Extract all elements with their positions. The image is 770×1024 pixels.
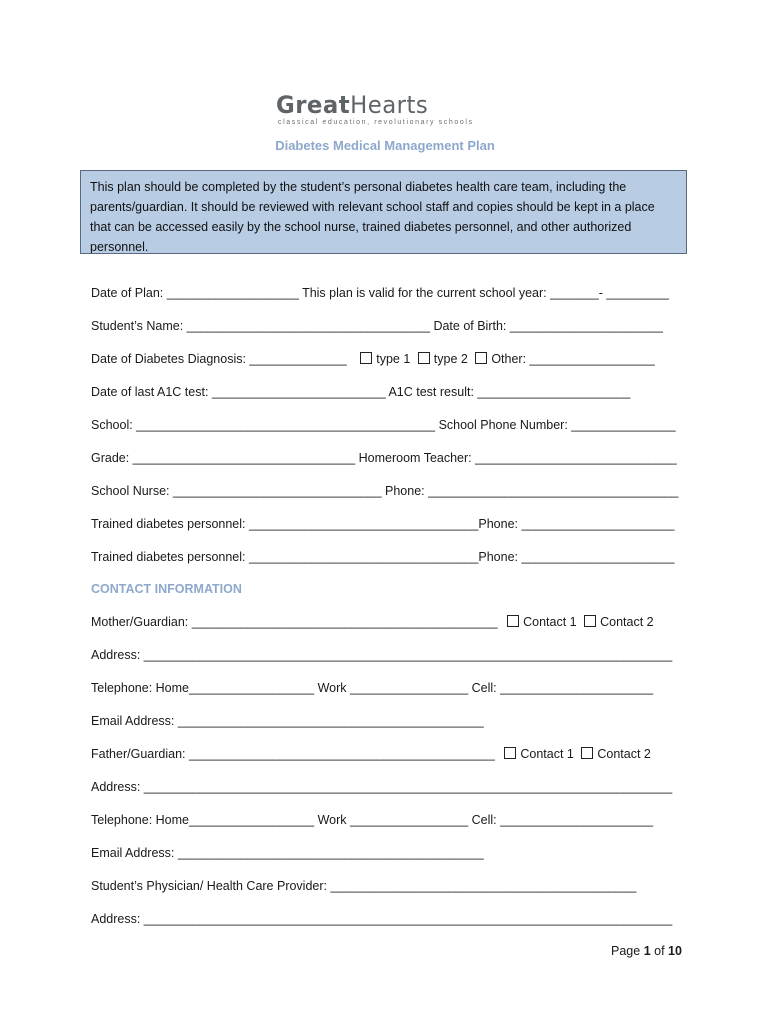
logo-bold-text: Great [276,91,351,119]
mother-address-line[interactable]: Address: ____________________________________________________________________________ [91,648,673,662]
page-total: 10 [668,944,682,958]
mother-contact1-checkbox[interactable] [507,615,519,627]
date-of-plan-line[interactable]: Date of Plan: ___________________ This plan is valid for the current school year: _______- _________ [91,286,669,300]
mother-email-line[interactable]: Email Address: ____________________________________________ [91,714,484,728]
logo-light-text: Hearts [350,91,429,119]
mother-contact2-checkbox[interactable] [584,615,596,627]
father-email-line[interactable]: Email Address: ____________________________________________ [91,846,484,860]
grade-line[interactable]: Grade: ________________________________ Homeroom Teacher: _____________________________ [91,451,677,465]
mother-guardian-field[interactable]: Mother/Guardian: ____________________________________________ [91,615,498,629]
greathearts-logo [276,92,496,127]
diagnosis-line [91,351,655,367]
page-number [611,944,682,958]
mother-guardian-line [91,614,654,630]
other-checkbox[interactable] [475,352,487,364]
mother-contact1-label: Contact 1 [523,615,577,629]
contact-information-heading: CONTACT INFORMATION [91,582,242,596]
school-line[interactable]: School: ___________________________________________ School Phone Number: _______________ [91,418,676,432]
diagnosis-date-field[interactable]: Date of Diabetes Diagnosis: ______________ [91,352,347,366]
trained-personnel-1-line[interactable]: Trained diabetes personnel: _________________________________Phone: ______________________ [91,517,675,531]
type2-checkbox[interactable] [418,352,430,364]
mother-contact2-label: Contact 2 [600,615,654,629]
father-contact2-label: Contact 2 [597,747,651,761]
father-contact1-checkbox[interactable] [504,747,516,759]
intro-box [80,170,687,254]
intro-text: This plan should be completed by the student’s personal diabetes health care team, including the parents/guardian. It should be reviewed with relevant school staff and copies should be kept in a place that can be accessed easily by the school nurse, trained diabetes personnel, and other authorized personnel. [90,180,655,254]
page-current: 1 [643,944,651,958]
other-field[interactable]: Other: __________________ [491,352,655,366]
type1-label: type 1 [376,352,411,366]
father-contact1-label: Contact 1 [520,747,574,761]
of-word: of [654,944,665,958]
logo-tagline: classical education, revolutionary schools [278,119,474,126]
father-contact2-checkbox[interactable] [581,747,593,759]
logo-wordmark [276,92,485,118]
father-telephone-line[interactable]: Telephone: Home__________________ Work _________________ Cell: ______________________ [91,813,654,827]
school-nurse-line[interactable]: School Nurse: ______________________________ Phone: ____________________________________ [91,484,679,498]
physician-address-line[interactable]: Address: ____________________________________________________________________________ [91,912,673,926]
father-address-line[interactable]: Address: ____________________________________________________________________________ [91,780,673,794]
page-word: Page [611,944,641,958]
mother-telephone-line[interactable]: Telephone: Home__________________ Work _________________ Cell: ______________________ [91,681,654,695]
trained-personnel-2-line[interactable]: Trained diabetes personnel: _________________________________Phone: ______________________ [91,550,675,564]
document-title: Diabetes Medical Management Plan [275,138,495,153]
father-guardian-line [91,746,651,762]
student-name-line[interactable]: Student’s Name: ___________________________________ Date of Birth: ______________________ [91,319,663,333]
type1-checkbox[interactable] [360,352,372,364]
a1c-line[interactable]: Date of last A1C test: _________________________ A1C test result: ______________________ [91,385,631,399]
physician-line[interactable]: Student’s Physician/ Health Care Provider: ____________________________________________ [91,879,637,893]
father-guardian-field[interactable]: Father/Guardian: ____________________________________________ [91,747,495,761]
type2-label: type 2 [433,352,468,366]
